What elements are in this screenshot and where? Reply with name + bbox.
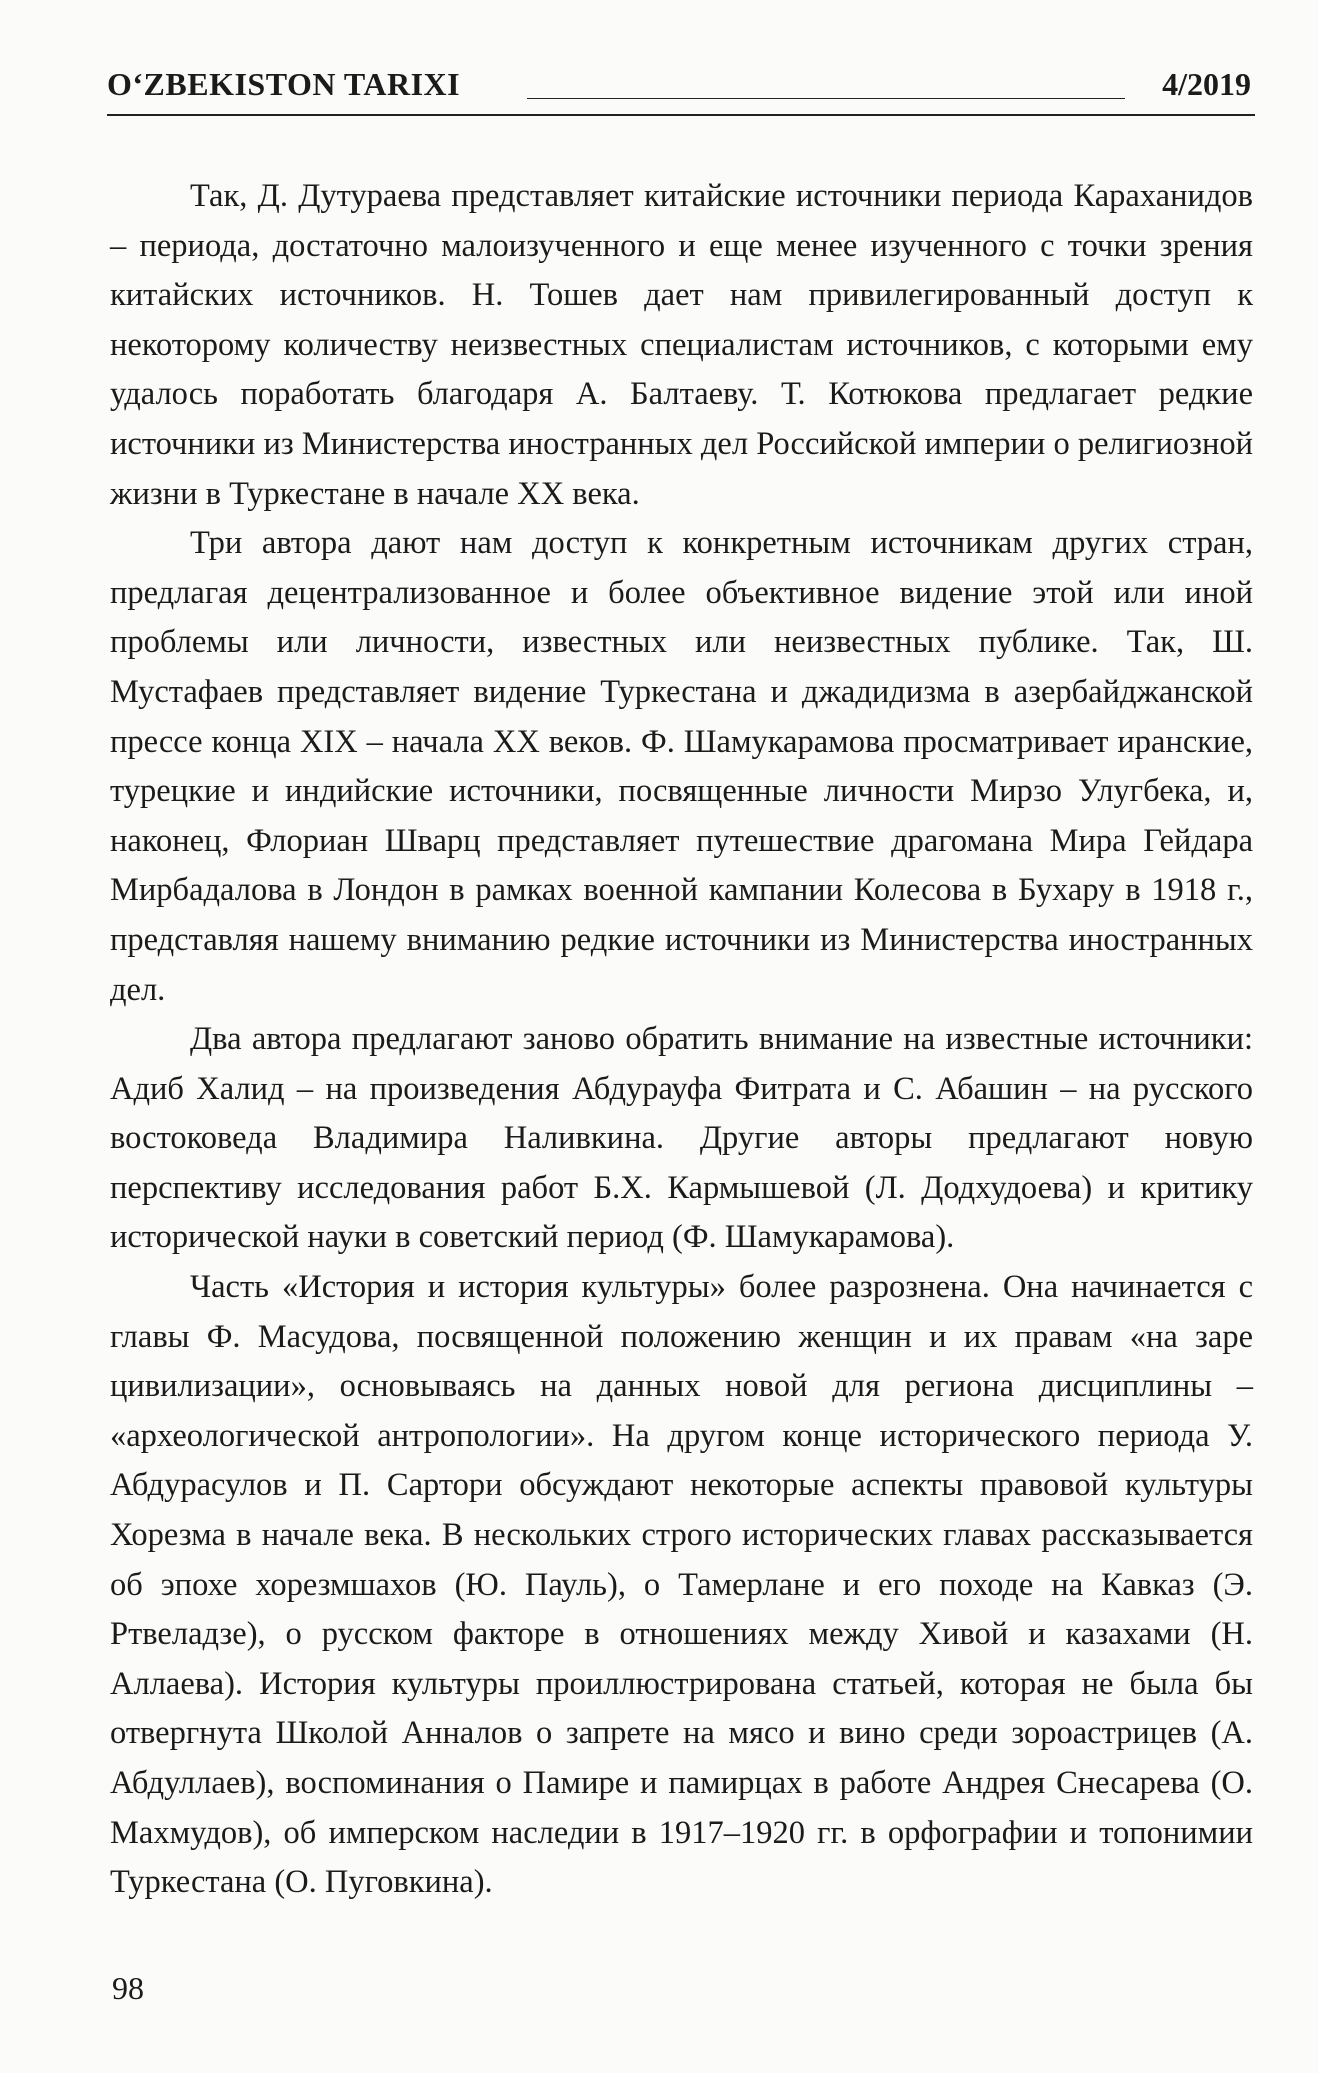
header-rule [107,114,1255,116]
page-number: 98 [112,1970,144,2006]
running-header [107,58,1255,114]
paragraph: Два автора предлагают заново обратить внимание на известные источники: Адиб Халид – на произведения Абдурауфа Фитрата и С. Абашин – на русского востоковеда Владимира Наливкина. Другие авторы предлагают новую перспективу исследования работ Б.Х. Кармышевой (Л. Додхудоева) и критику исторической науки в советский период (Ф. Шамукарамова). [110,1021,1253,1256]
header-fill-line [527,98,1125,99]
paragraph: Три автора дают нам доступ к конкретным источникам других стран, предлагая децентрализованное и более объективное видение этой или иной проблемы или личности, известных или неизвестных публике. Так, Ш. Мустафаев представляет видение Туркестана и джадидизма в азербайджанской прессе конца XIX – начала XX веков. Ф. Шамукарамова просматривает иранские, турецкие и индийские источники, посвященные личности Мирзо Улугбека, и, наконец, Флориан Шварц представляет путешествие драгомана Мира Гейдара Мирбадалова в Лондон в рамках военной кампании Колесова в Бухару в 1918 г., представляя нашему вниманию редкие источники из Министерства иностранных дел. [110,525,1253,1008]
paragraph: Часть «История и история культуры» более разрознена. Она начинается с главы Ф. Масудова, посвященной положению женщин и их правам «на заре цивилизации», основываясь на данных новой для региона дисциплины – «археологической антропологии». На другом конце исторического периода У. Абдурасулов и П. Сартори обсуждают некоторые аспекты правовой культуры Хорезма в начале века. В нескольких строго исторических главах рассказывается об эпохе хорезмшахов (Ю. Пауль), о Тамерлане и его походе на Кавказ (Э. Ртвеладзе), о русском факторе в отношениях между Хивой и казахами (Н. Аллаева). История культуры проиллюстрирована статьей, которая не была бы отвергнута Школой Анналов о запрете на мясо и вино среди зороастрицев (А. Абдуллаев), воспоминания о Памире и памирцах в работе Андрея Снесарева (О. Махмудов), об имперском наследии в 1917–1920 гг. в орфографии и топонимии Туркестана (О. Пуговкина). [110,1269,1253,1901]
journal-title: O‘ZBEKISTON TARIXI [107,66,461,102]
paragraph: Так, Д. Дутураева представляет китайские источники периода Караханидов – периода, достаточно малоизученного и еще менее изученного с точки зрения китайских источников. Н. Тошев дает нам привилегированный доступ к некоторому количеству неизвестных специалистам источников, с которыми ему удалось поработать благодаря А. Балтаеву. Т. Котюкова предлагает редкие источники из Министерства иностранных дел Российской империи о религиозной жизни в Туркестане в начале XX века. [110,178,1253,512]
issue-number: 4/2019 [1162,66,1251,102]
body-text [110,172,1253,1908]
